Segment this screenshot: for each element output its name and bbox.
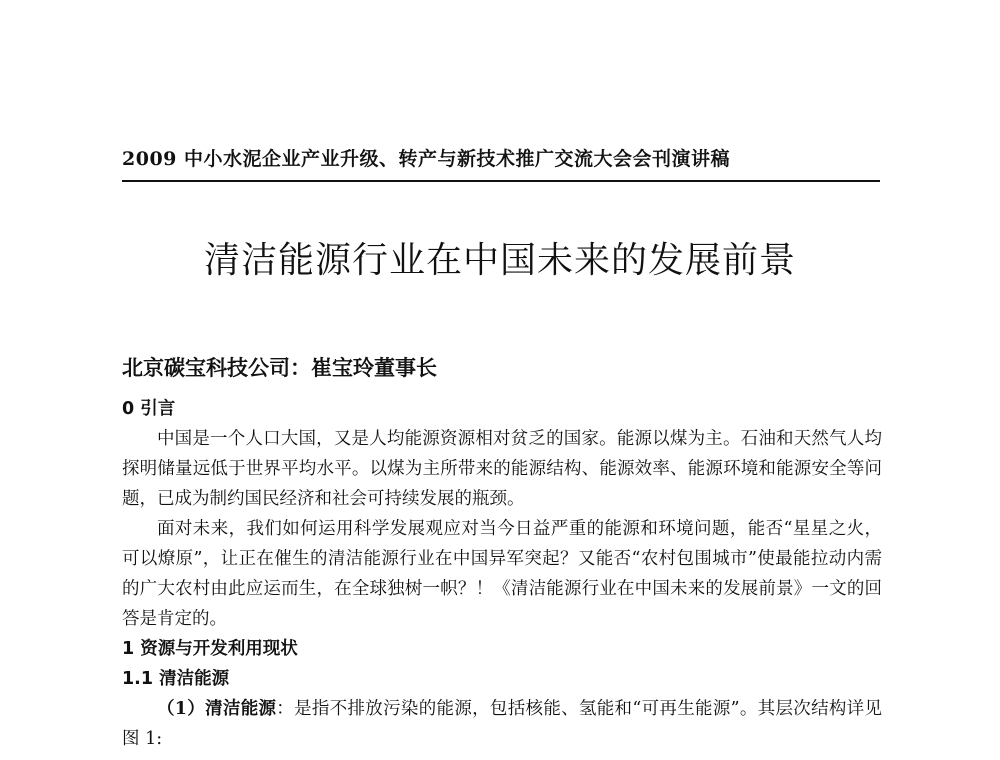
header-rule [122,180,880,182]
paragraph-clean-energy [122,694,882,754]
section-heading-1: 1 资源与开发利用现状 [122,639,298,659]
subsection-heading-1-1: 1.1 清洁能源 [122,669,230,689]
author-line: 北京碳宝科技公司：崔宝玲董事长 [122,356,437,380]
term-clean-energy: （1）清洁能源 [157,699,277,719]
paragraph-intro-1: 中国是一个人口大国，又是人均能源资源相对贫乏的国家。能源以煤为主。石油和天然气人均探明储量远低于世界平均水平。以煤为主所带来的能源结构、能源效率、能源环境和能源安全等问题，已成为制约国民经济和社会可持续发展的瓶颈。 [122,429,882,509]
definition-clean-energy: ：是指不排放污染的能源，包括核能、氢能和“可再生能源”。其层次结构详见图 1: [122,699,882,749]
article-body [122,394,882,754]
section-heading-intro: 0 引言 [122,399,176,419]
running-header: 2009 中小水泥企业产业升级、转产与新技术推广交流大会会刊演讲稿 [122,148,730,170]
article-title: 清洁能源行业在中国未来的发展前景 [203,240,796,281]
paragraph-intro-2: 面对未来，我们如何运用科学发展观应对当今日益严重的能源和环境问题，能否“星星之火，可以燎原”，让正在催生的清洁能源行业在中国异军突起？又能否“农村包围城市”使最能拉动内需的广大农村由此应运而生，在全球独树一帜？！《清洁能源行业在中国未来的发展前景》一文的回答是肯定的。 [122,519,882,629]
